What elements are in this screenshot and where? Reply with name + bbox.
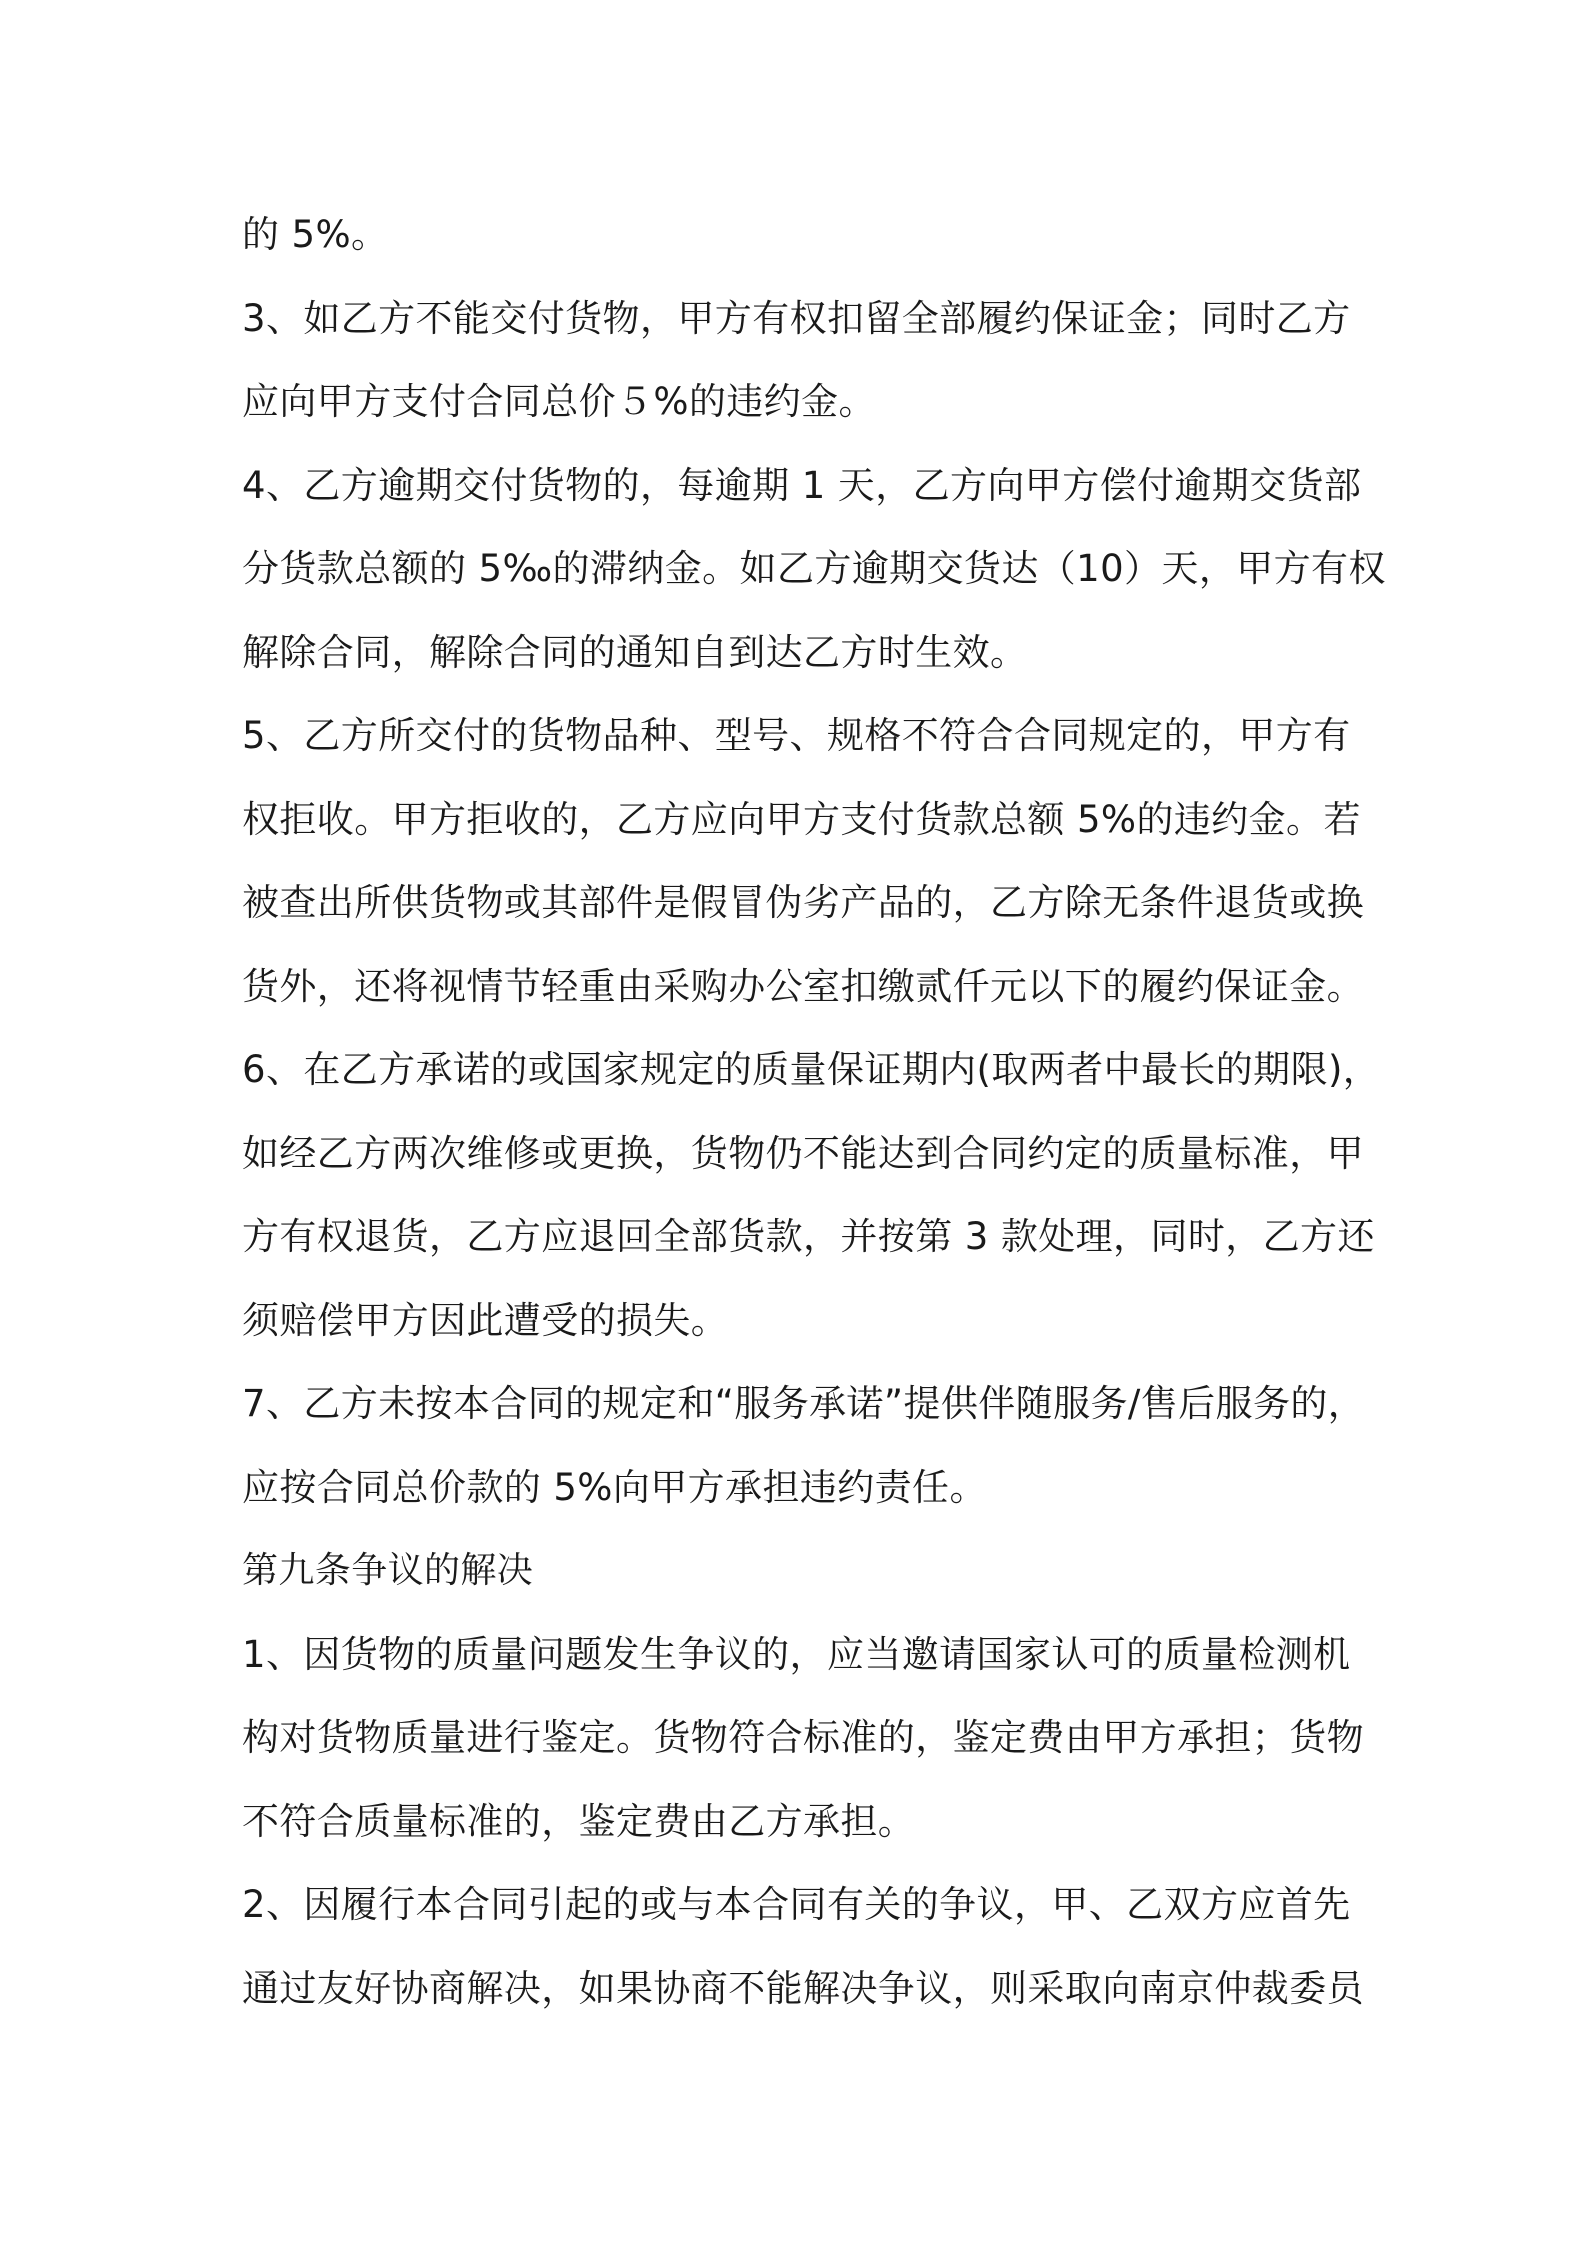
text-line-14: 须赔偿甲方因此遭受的损失。 xyxy=(242,1298,729,1342)
text-line-1: 的 5%。 xyxy=(242,213,389,256)
document-body xyxy=(242,193,1386,2030)
text-line-13: 方有权退货，乙方应退回全部货款，并按第 3 款处理，同时，乙方还 xyxy=(242,1215,1375,1258)
text-line-7: 5、乙方所交付的货物品种、型号、规格不符合合同规定的，甲方有 xyxy=(242,714,1351,757)
text-line-18: 1、因货物的质量问题发生争议的，应当邀请国家认可的质量检测机 xyxy=(242,1632,1351,1676)
text-line-22: 通过友好协商解决，如果协商不能解决争议，则采取向南京仲裁委员 xyxy=(242,1966,1364,2010)
text-line-15: 7、乙方未按本合同的规定和“服务承诺”提供伴随服务/售后服务的， xyxy=(242,1382,1366,1425)
text-line-10: 货外，还将视情节轻重由采购办公室扣缴贰仟元以下的履约保证金。 xyxy=(242,964,1364,1008)
text-line-12: 如经乙方两次维修或更换，货物仍不能达到合同约定的质量标准，甲 xyxy=(242,1131,1364,1175)
text-line-16: 应按合同总价款的 5%向甲方承担违约责任。 xyxy=(242,1465,987,1509)
text-line-2: 3、如乙方不能交付货物，甲方有权扣留全部履约保证金；同时乙方 xyxy=(242,296,1351,340)
text-line-5: 分货款总额的 5‰的滞纳金。如乙方逾期交货达（10）天，甲方有权 xyxy=(242,547,1386,590)
text-line-4: 4、乙方逾期交付货物的，每逾期 1 天，乙方向甲方偿付逾期交货部 xyxy=(242,463,1362,507)
text-line-6: 解除合同，解除合同的通知自到达乙方时生效。 xyxy=(242,630,1028,674)
section-heading: 第九条争议的解决 xyxy=(242,1550,534,1591)
text-line-9: 被查出所供货物或其部件是假冒伪劣产品的，乙方除无条件退货或换 xyxy=(242,881,1364,924)
text-line-21: 2、因履行本合同引起的或与本合同有关的争议，甲、乙双方应首先 xyxy=(242,1883,1351,1926)
text-line-20: 不符合质量标准的，鉴定费由乙方承担。 xyxy=(242,1799,916,1843)
text-line-3: 应向甲方支付合同总价５%的违约金。 xyxy=(242,380,876,423)
text-line-19: 构对货物质量进行鉴定。货物符合标准的，鉴定费由甲方承担；货物 xyxy=(242,1716,1364,1759)
text-line-11: 6、在乙方承诺的或国家规定的质量保证期内(取两者中最长的期限)， xyxy=(242,1048,1381,1091)
text-line-8: 权拒收。甲方拒收的，乙方应向甲方支付货款总额 5%的违约金。若 xyxy=(242,797,1361,841)
